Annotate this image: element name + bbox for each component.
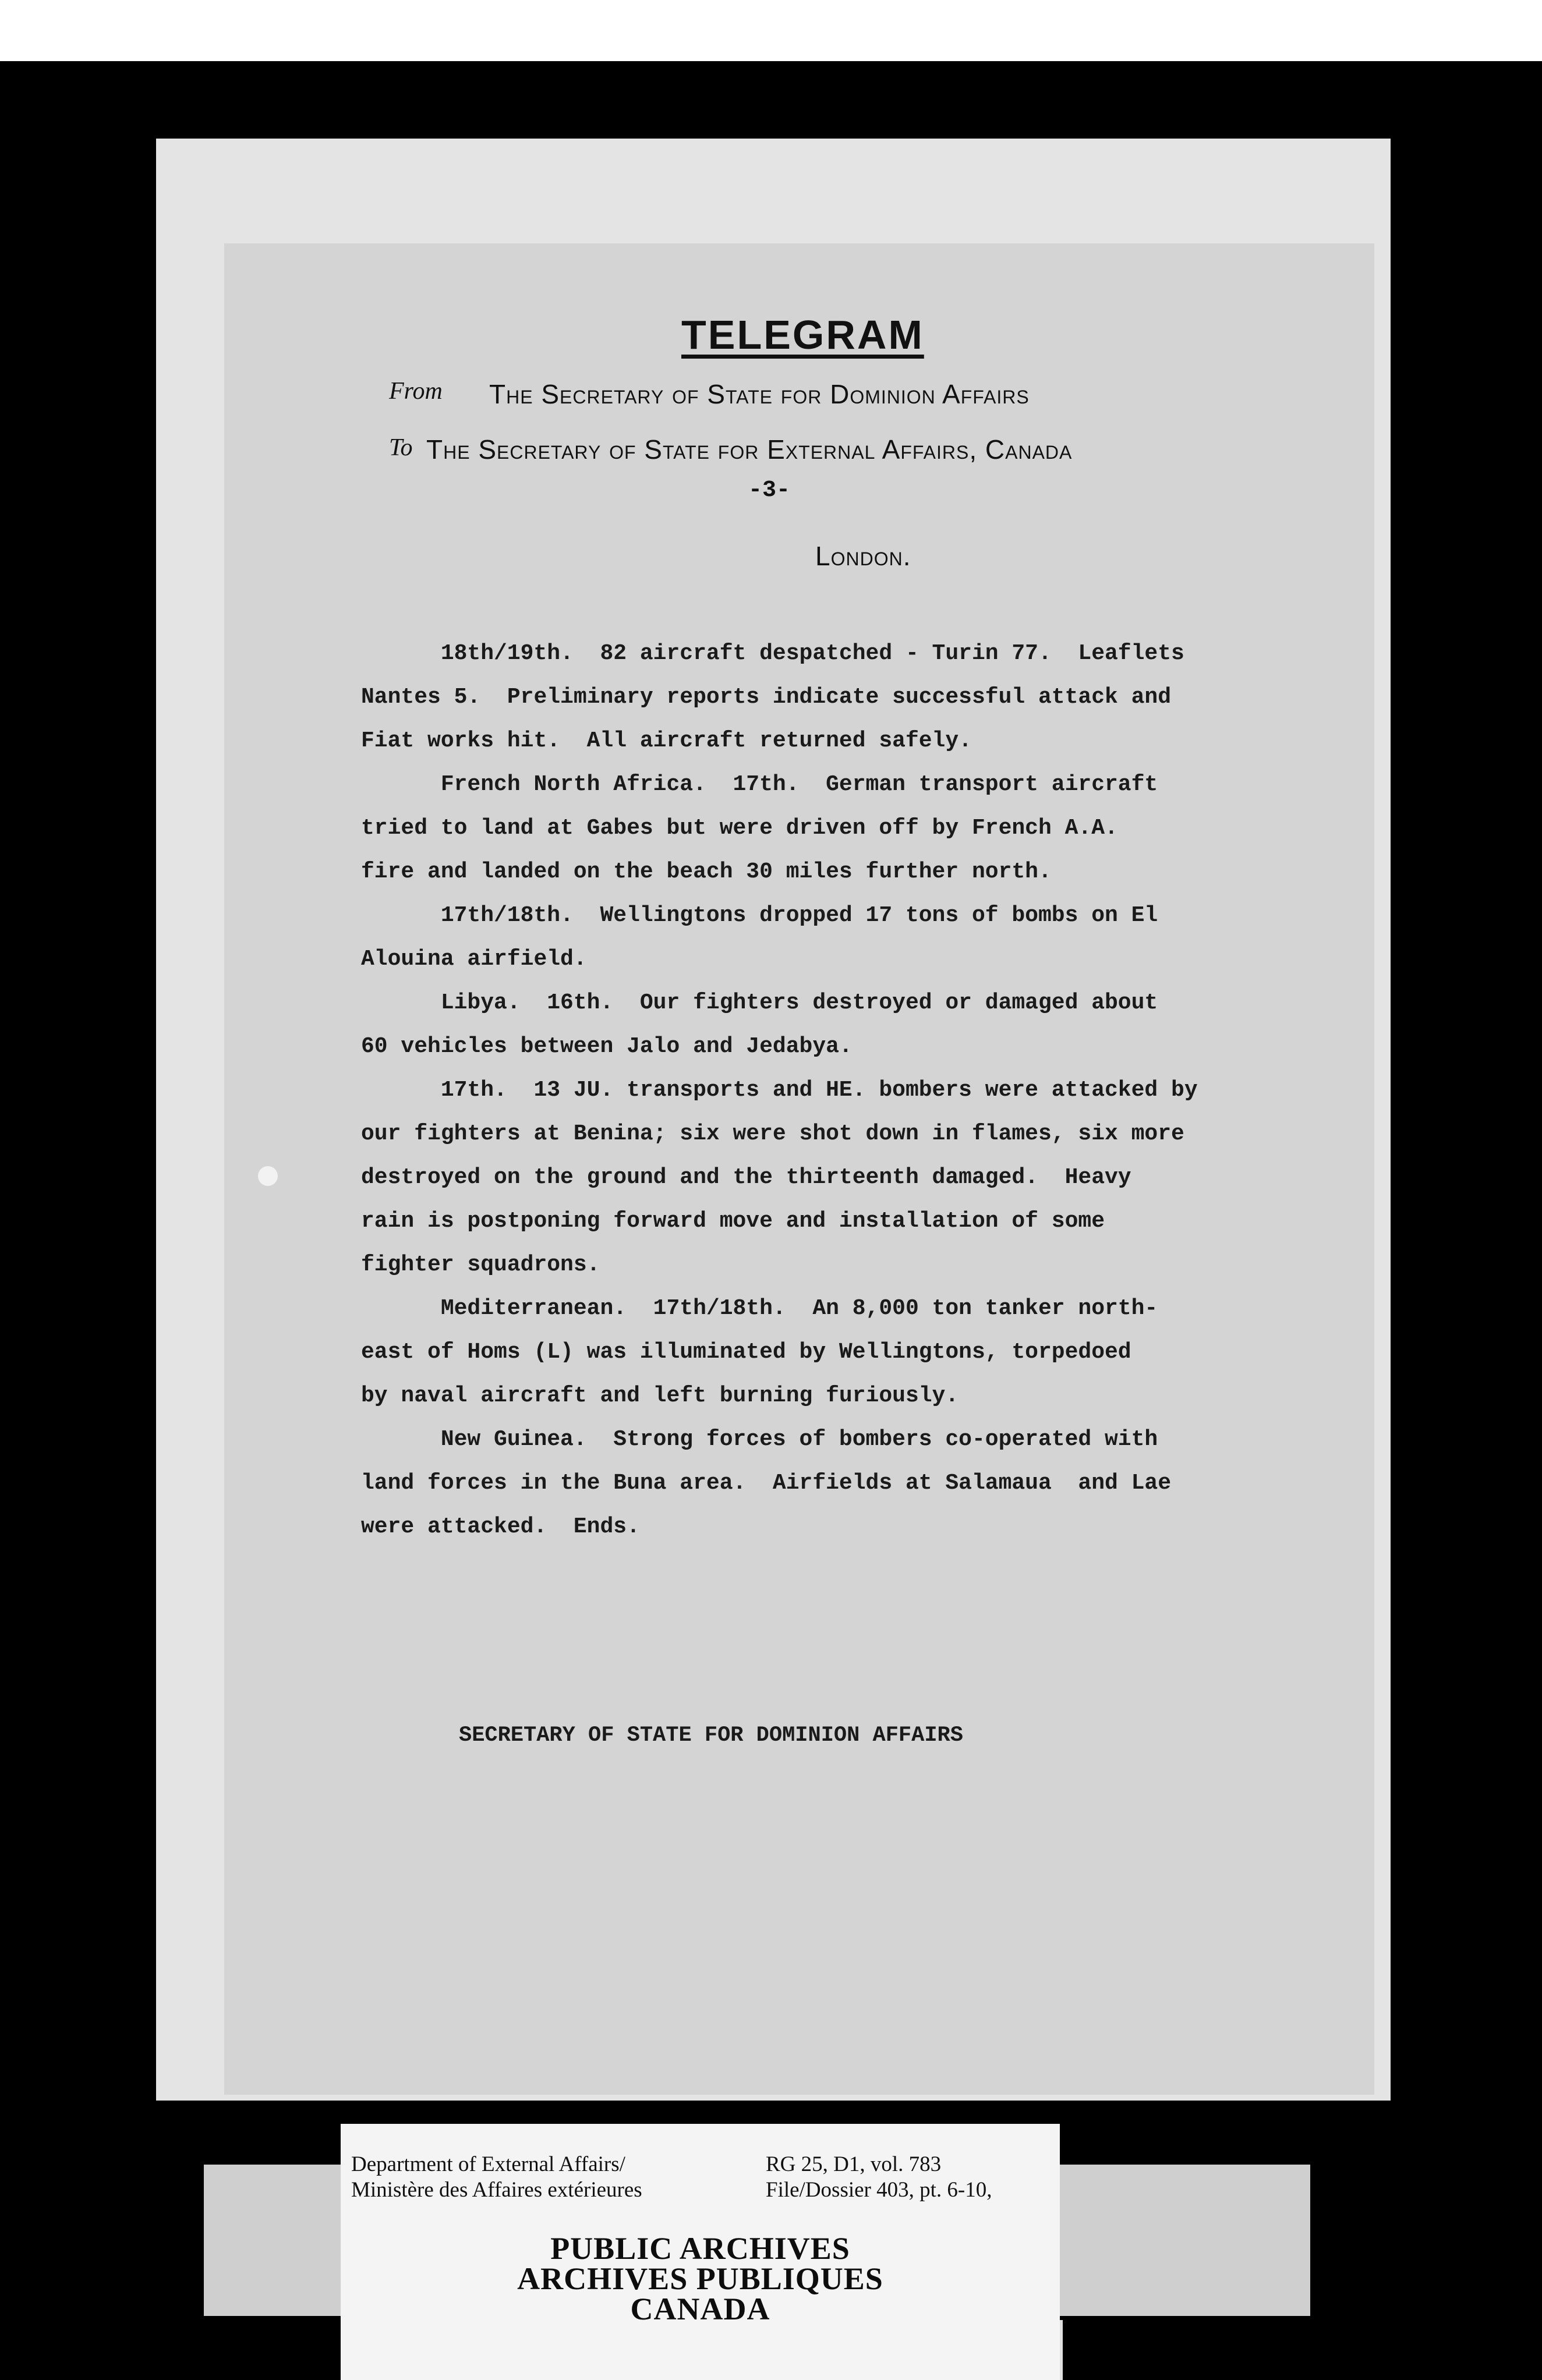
body-line: 18th/19th. 82 aircraft despatched - Turin 77. Leaflets — [361, 641, 1184, 666]
reference-1: RG 25, D1, vol. 783 — [766, 2152, 942, 2176]
body-line: by naval aircraft and left burning furiously. — [361, 1383, 959, 1408]
department-en: Department of External Affairs/ — [351, 2152, 625, 2176]
signature-line: SECRETARY OF STATE FOR DOMINION AFFAIRS — [459, 1723, 963, 1748]
archives-stamp-line-3: CANADA — [630, 2292, 770, 2326]
archives-stamp-line-1: PUBLIC ARCHIVES — [550, 2231, 850, 2266]
body-line: tried to land at Gabes but were driven off by French A.A. — [361, 816, 1118, 841]
body-line: fire and landed on the beach 30 miles further north. — [361, 859, 1052, 884]
body-line: were attacked. Ends. — [361, 1514, 640, 1539]
body-line: Mediterranean. 17th/18th. An 8,000 ton tanker north- — [361, 1296, 1158, 1321]
page-number: -3- — [748, 477, 791, 504]
body-line: New Guinea. Strong forces of bombers co-operated with — [361, 1427, 1158, 1452]
archive-label — [341, 2124, 1060, 2380]
telegram-body — [361, 632, 1281, 1549]
scan-border-top — [0, 0, 1542, 61]
body-line: Nantes 5. Preliminary reports indicate successful attack and — [361, 685, 1172, 710]
body-line: Libya. 16th. Our fighters destroyed or damaged about — [361, 990, 1158, 1015]
dateline-city: London. — [815, 541, 911, 571]
body-line: fighter squadrons. — [361, 1252, 600, 1277]
body-line: land forces in the Buna area. Airfields at Salamaua and Lae — [361, 1471, 1172, 1496]
archives-stamp-line-2: ARCHIVES PUBLIQUES — [517, 2261, 883, 2296]
body-line: French North Africa. 17th. German transport aircraft — [361, 772, 1158, 797]
recipient: The Secretary of State for External Affairs, Canada — [426, 434, 1073, 465]
from-label: From — [389, 378, 443, 405]
body-line: 60 vehicles between Jalo and Jedabya. — [361, 1034, 853, 1059]
body-line: east of Homs (L) was illuminated by Wellingtons, torpedoed — [361, 1340, 1131, 1365]
telegram-title: TELEGRAM — [681, 312, 924, 357]
body-line: our fighters at Benina; six were shot down in flames, six more — [361, 1121, 1184, 1146]
sender: The Secretary of State for Dominion Affairs — [489, 379, 1030, 409]
body-line: Alouina airfield. — [361, 947, 587, 972]
department-fr: Ministère des Affaires extérieures — [351, 2178, 642, 2202]
body-line: destroyed on the ground and the thirteenth damaged. Heavy — [361, 1165, 1131, 1190]
body-line: Fiat works hit. All aircraft returned safely. — [361, 728, 972, 753]
punch-hole — [258, 1166, 278, 1186]
reference-2: File/Dossier 403, pt. 6-10, — [766, 2178, 992, 2202]
body-line: 17th/18th. Wellingtons dropped 17 tons of bombs on El — [361, 903, 1158, 928]
body-line: 17th. 13 JU. transports and HE. bombers were attacked by — [361, 1078, 1198, 1103]
body-line: rain is postponing forward move and installation of some — [361, 1209, 1105, 1234]
to-label: To — [389, 434, 413, 461]
